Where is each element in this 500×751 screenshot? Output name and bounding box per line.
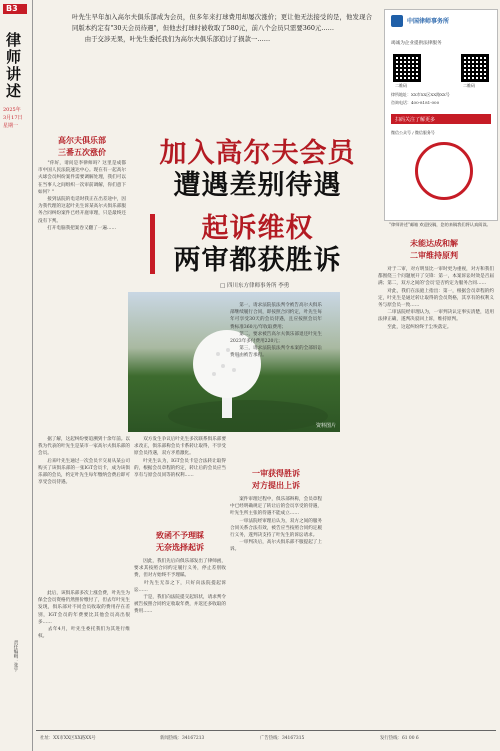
col2-body-top: 据了解，这起纠纷要追溯到十余年前。以我为代表的叶先生是某市一家高尔夫俱乐部的会员。 后来叶先生通过一次会员卡交易从某公司购买了该俱乐部的一张IGT会员卡，成为该俱乐部的会员，约定叶先生每年缴纳会费后即可享受会员待遇。	[38, 437, 130, 486]
col5-body: 对于二审，对方明显比一审时更为重视，对方和我们都围绕三个问题展开了交锋：第一，本案诉讼时效是否届满；第二，双方之间的'会员'是否约定为服务合同…… 对此，我们在法庭上指出：第一，根据会员章程的约定，叶先生是通过转让取得的会员资格，其享有的权利义务与原会员一致…… 二审法院经审理认为，一审判决认定事实清楚，适用法律正确，遂判决驳回上诉，维持原判。 至此，这起纠纷终于尘埃落定。	[378, 267, 494, 330]
image-caption: 资料图片	[315, 423, 336, 429]
advert-logo-emblem	[415, 142, 473, 200]
col3-body-bottom: 因此，我们先后向俱乐部发出了律师函，要求其按照合同约定履行义务，停止差别收费，但对方始终不予理睬。 叶先生无奈之下，只好向法院提起诉讼…… 于是，我们向法院提交起诉状，请求判令被告按照合同约定收取年费，并返还多收取的费用……	[134, 559, 226, 615]
qr-label-1: 二维码	[395, 83, 407, 88]
col1-body: "你好，请问是李律师吗？这里是成都市中国人民法院速达中心。现在有一起高尔夫球会员纠纷案件需要调解处理，我们可以在当事人之间组织一次审前调解，你们意下如何？" 接到法院的电话时我正在出差途中，因为我代理的这起叶先生诉某高尔夫俱乐部服务合同纠纷案件已经开庭审理，只是最终还没有下判。 打开电脑我把案卷又翻了一遍……	[38, 161, 126, 231]
col4-body-top: 第一，请求法院依法判令被告高尔夫俱乐部继续履行合同，即按照合同约定，叶先生每年可享受30天的会员待遇，且应按照会员年费标准360元/年收取费用； 第二，要求被告高尔夫俱乐部退还叶先生2023年多付费用220元； 第三，请求法院依法判令本案的全部诉讼费用由被告承担。	[230, 303, 322, 359]
headline-line-4: 两审都获胜诉	[173, 245, 342, 276]
advert-line-2: 律所地址：XX市XX区XX路XX号	[391, 92, 450, 97]
footer-address: 社址：XX市XX区XX路XX号	[40, 736, 96, 741]
footer-news-phone: 新闻热线：34167213	[160, 736, 205, 741]
advert-line-3: 咨询电话：400-8181-000	[391, 100, 440, 105]
col4-body-bottom: 案件审理过程中，俱乐部辩称，会员章程中已经明确规定了转让后的会员享受的待遇，叶先生所主张的待遇不能成立…… 一审法院经审理后认为，双方之间的服务合同关系合法有效，被告应当按照合同约定履行义务，遂判决支持了叶先生的诉讼请求。 一审判决后，高尔夫俱乐部不服提起了上诉。	[230, 497, 322, 553]
col5-title-1: 未能达成和解	[410, 238, 458, 248]
headline-line-2: 遭遇差别待遇	[173, 170, 342, 201]
issue-year: 2025年	[3, 107, 21, 113]
col2-body-bottom: 此后，该俱乐部多次上涨会费，叶先生为保全会员资格仍然照价缴付了，但去年叶先生发现，俱乐部对不同会员收取的费用存在差别，IGT会员的年费要比其他会员高出很多…… 去年4月，叶先生委托我们为其进行维权。	[38, 591, 130, 640]
qr-code-1	[393, 54, 421, 82]
advert-brand: 中国律师事务所	[407, 18, 450, 25]
col4-subtitle-2b: 对方提出上诉	[252, 480, 300, 490]
col3-subtitle-1b: 无奈选择起诉	[156, 542, 204, 552]
footer-issue-phone: 发行热线：61 00 6	[380, 736, 419, 741]
issue-date: 3月17日	[3, 115, 23, 121]
section-name: 律师讲述	[6, 31, 22, 100]
advert-line-4: 微信公众号 / 微信服务号	[391, 130, 435, 135]
editor-credit: 责任编辑：张宇	[13, 640, 18, 672]
col1-title-1: 高尔夫俱乐部	[58, 135, 106, 145]
col1-title-2: 三番五次涨价	[58, 147, 106, 157]
col3-body-top: 双方发生争议后叶先生多次联系俱乐部要求改正，俱乐部称会员卡系转让取得，不享受原会员待遇，双方矛盾激化。 叶先生认为，IGT会员卡是合法转让取得的，根据会员章程的约定，转让后的会员应当享有与原会员同等的权利……	[134, 437, 226, 479]
advert-banner-text: 扫码关注了解更多	[395, 117, 436, 123]
col3-subtitle-1a: 致函不予理睬	[156, 530, 204, 540]
qr-code-2	[461, 54, 489, 82]
advert-caption: "律师讲述"邮箱 欢迎投稿，您的来稿我们将认真阅读。	[389, 222, 491, 227]
page-code: B3	[6, 4, 18, 13]
headline-line-1: 加入高尔夫会员	[159, 138, 356, 169]
section-sidebar	[0, 0, 33, 751]
firm-logo-icon	[391, 15, 403, 27]
col4-subtitle-2a: 一审获得胜诉	[252, 468, 300, 478]
footer-rule	[36, 730, 496, 731]
issue-weekday: 星期一	[3, 123, 19, 129]
lead-paragraph: 叶先生早年加入高尔夫俱乐部成为会员，但多年来打球费用却屡次涨价；更让他无法接受的是，他发现合同版本约定有"30天会员待遇"，但他去打球时被收取了580元，前八个会员只需要360元…… 由于交涉无果，叶先生委托我们为高尔夫俱乐部追讨了损款一……	[72, 13, 372, 43]
footer-ad-phone: 广告热线：34167315	[260, 736, 305, 741]
byline: □ 四川东方律师事务所 李勇	[220, 283, 290, 289]
qr-label-2: 二维码	[463, 83, 475, 88]
law-firm-advert	[384, 9, 498, 221]
col5-title-2: 二审维持原判	[410, 250, 458, 260]
headline-line-3: 起诉维权	[201, 213, 314, 244]
advert-line-1: 竭诚为企业提供法律服务	[391, 41, 442, 46]
